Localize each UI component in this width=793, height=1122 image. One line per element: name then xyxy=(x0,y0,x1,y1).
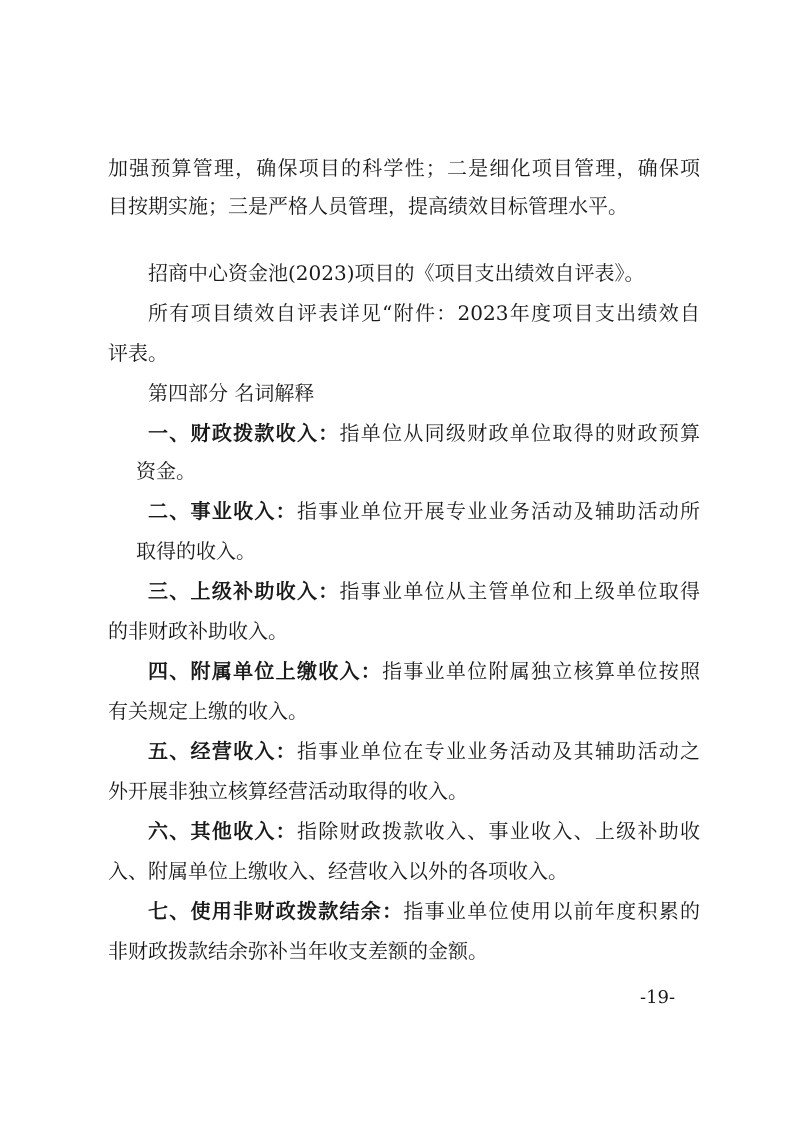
body-text-line: 所有项目绩效自评表详见“附件：2023年度项目支出绩效自 xyxy=(148,301,700,325)
term-definition-line xyxy=(148,418,700,448)
section-heading: 第四部分 名词解释 xyxy=(148,381,315,405)
body-text-line: 加强预算管理，确保项目的科学性；二是细化项目管理，确保项 xyxy=(108,156,700,180)
term-definition: 指除财政拨款收入、事业收入、上级补助收 xyxy=(296,819,701,843)
body-text-line: 评表。 xyxy=(108,341,168,365)
term-label: 二、事业收入： xyxy=(148,499,297,523)
body-text-line: 目按期实施；三是严格人员管理，提高绩效目标管理水平。 xyxy=(108,194,628,218)
term-definition: 指单位从同级财政单位取得的财政预算 xyxy=(339,421,701,445)
page-number: -19- xyxy=(640,987,676,1008)
term-definition-line xyxy=(148,656,700,686)
term-definition-line xyxy=(148,576,700,606)
term-definition-line: 取得的收入。 xyxy=(136,539,256,563)
term-definition-line: 外开展非独立核算经营活动取得的收入。 xyxy=(108,779,468,803)
term-definition-line xyxy=(148,816,700,846)
term-definition-line: 入、附属单位上缴收入、经营收入以外的各项收入。 xyxy=(108,859,568,883)
term-definition-line: 的非财政补助收入。 xyxy=(108,619,288,643)
term-label: 五、经营收入： xyxy=(148,739,297,763)
term-definition: 指事业单位使用以前年度积累的 xyxy=(403,899,701,923)
term-definition-line: 有关规定上缴的收入。 xyxy=(108,699,308,723)
term-definition: 指事业单位在专业业务活动及其辅助活动之 xyxy=(296,739,701,763)
term-label: 一、财政拨款收入： xyxy=(148,421,340,445)
term-definition-line: 非财政拨款结余弥补当年收支差额的金额。 xyxy=(108,939,488,963)
term-label: 七、使用非财政拨款结余： xyxy=(148,899,404,923)
term-definition-line xyxy=(148,736,700,766)
term-label: 四、附属单位上缴收入： xyxy=(148,659,383,683)
term-definition-line xyxy=(148,496,700,526)
term-definition: 指事业单位开展专业业务活动及辅助活动所 xyxy=(296,499,701,523)
term-definition: 指事业单位附属独立核算单位按照 xyxy=(382,659,701,683)
term-definition-line xyxy=(148,896,700,926)
term-label: 六、其他收入： xyxy=(148,819,297,843)
term-label: 三、上级补助收入： xyxy=(148,579,340,603)
term-definition: 指事业单位从主管单位和上级单位取得 xyxy=(339,579,701,603)
term-definition-line: 资金。 xyxy=(136,459,196,483)
body-text-line: 招商中心资金池(2023)项目的《项目支出绩效自评表》。 xyxy=(148,261,645,285)
